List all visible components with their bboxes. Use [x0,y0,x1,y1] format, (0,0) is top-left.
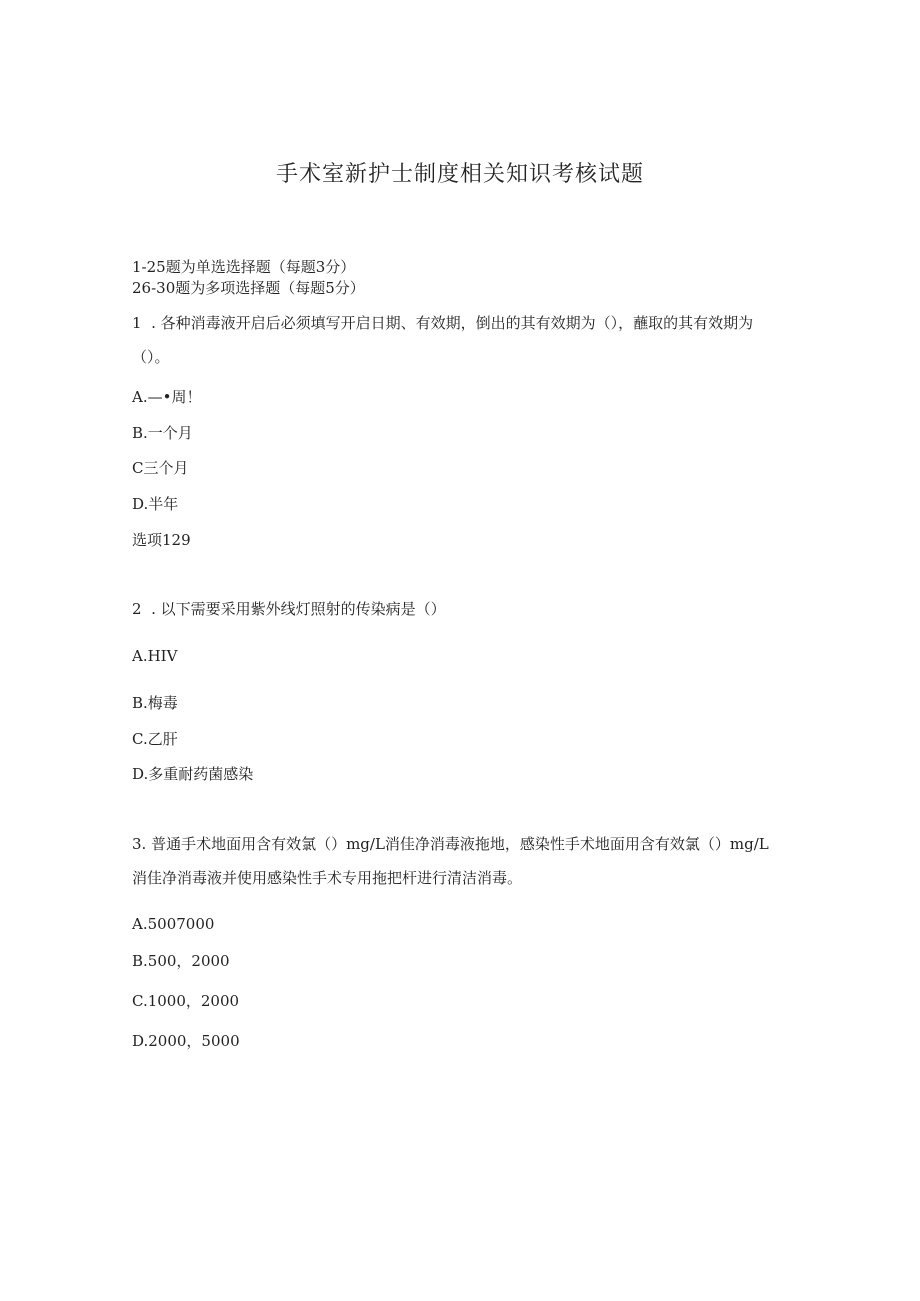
question-1-option-d: D.半年 [132,495,179,513]
instruction-single-choice: 1-25题为单选选择题（每题3分） [132,258,356,276]
question-2-option-c: C.乙肝 [132,730,178,748]
question-3-option-b: B.500，2000 [132,952,230,970]
question-3-option-a: A.5007000 [132,915,215,933]
question-1-option-c: C三个月 [132,459,189,477]
question-1-answer-note: 选项129 [132,531,191,549]
question-3-option-d: D.2000，5000 [132,1032,240,1050]
instruction-multiple-choice: 26-30题为多项选择题（每题5分） [132,279,365,297]
question-2-option-d: D.多重耐药菌感染 [132,765,254,783]
question-3-option-c: C.1000，2000 [132,992,240,1010]
question-1-stem: 1 . 各种消毒液开启后必须填写开启日期、有效期，倒出的其有效期为（），蘸取的其有效期为（）。 [132,314,754,366]
question-1-option-b: B.一个月 [132,424,193,442]
question-2-option-a: A.HIV [132,647,178,665]
question-2-stem: 2 . 以下需要采用紫外线灯照射的传染病是（） [132,600,446,618]
question-3-stem: 3. 普通手术地面用含有效氯（）mg/L消佳净消毒液拖地，感染性手术地面用含有效氯（）mg/L消佳净消毒液并使用感染性手术专用拖把杆进行清洁消毒。 [132,835,769,887]
question-2-option-b: B.梅毒 [132,694,178,712]
question-1-option-a: A.—•周！ [132,388,202,406]
page-title: 手术室新护士制度相关知识考核试题 [275,162,644,187]
